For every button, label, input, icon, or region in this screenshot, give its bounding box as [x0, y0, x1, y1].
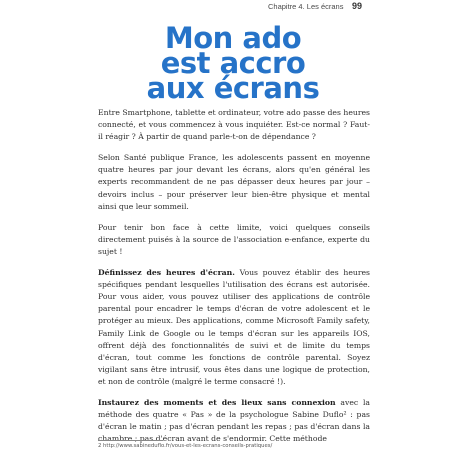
- paragraph-screen-hours: [98, 267, 370, 388]
- title-line-3: aux écrans: [146, 71, 320, 105]
- paragraph-lead: Instaurez des moments et des lieux sans connexion: [98, 397, 336, 407]
- paragraph-text: Pour tenir bon face à cette limite, voici quelques conseils directement puisés à la source de l'association e-enfance, experte du sujet !: [98, 222, 370, 256]
- page-number: 99: [352, 1, 363, 11]
- paragraph-lead: Définissez des heures d'écran.: [98, 268, 235, 278]
- paragraph-text: Vous pouvez établir des heures spécifiques pendant lesquelles l'utilisation des écrans est autorisée. Pour vous aider, vous pouvez utiliser des applications de contrôle parental pour encadrer le temps d'écran de votre adolescent et le protéger au mieux. Des applications, comme Microsoft Family safety, Family Link de Google ou le temps d'écran sur les appareils IOS, offrent déjà des fonctionnalités de suivi et de limite du temps d'écran, tout comme les fonctions de contrôle parental. Soyez vigilant sans être intrusif, vous êtes dans une logique de protection, et non de contrôle (malgré le terme consacré !).: [98, 268, 370, 386]
- title-line-1: Mon ado: [164, 21, 302, 55]
- paragraph-offline-moments: [98, 397, 370, 445]
- paragraph-text: Entre Smartphone, tablette et ordinateur, votre ado passe des heures connecté, et vous commencez à vous inquiéter. Est-ce normal ? Faut-il réagir ? À partir de quand parle-t-on de dépendance ?: [98, 108, 370, 142]
- paragraph-intro: [98, 107, 370, 143]
- chapter-title: [98, 21, 368, 105]
- paragraph-advice-intro: [98, 222, 370, 258]
- body-text: [98, 107, 370, 454]
- paragraph-text: avec la méthode des quatre « Pas » de la psychologue Sabine Duflo² : pas d'écran le matin ; pas d'écran pendant les repas ; pas d'écran dans la chambre ; pas d'écran avant de s'endormir. Cette méthode: [98, 397, 370, 444]
- footnote: 2 http://www.sabineduflo.fr/vous-et-les-ecrans-conseils-pratiques/: [98, 443, 273, 449]
- title-line-2: est accro: [160, 46, 306, 80]
- chapter-label: Chapitre 4. Les écrans: [268, 2, 344, 11]
- paragraph-text: Selon Santé publique France, les adolescents passent en moyenne quatre heures par jour devant les écrans, alors qu'en général les experts recommandent de ne pas dépasser deux heures par jour – devoirs inclus – pour préserver leur bien-être physique et mental ainsi que leur sommeil.: [98, 153, 370, 211]
- paragraph-statistics: [98, 152, 370, 212]
- footnote-divider: [98, 440, 163, 441]
